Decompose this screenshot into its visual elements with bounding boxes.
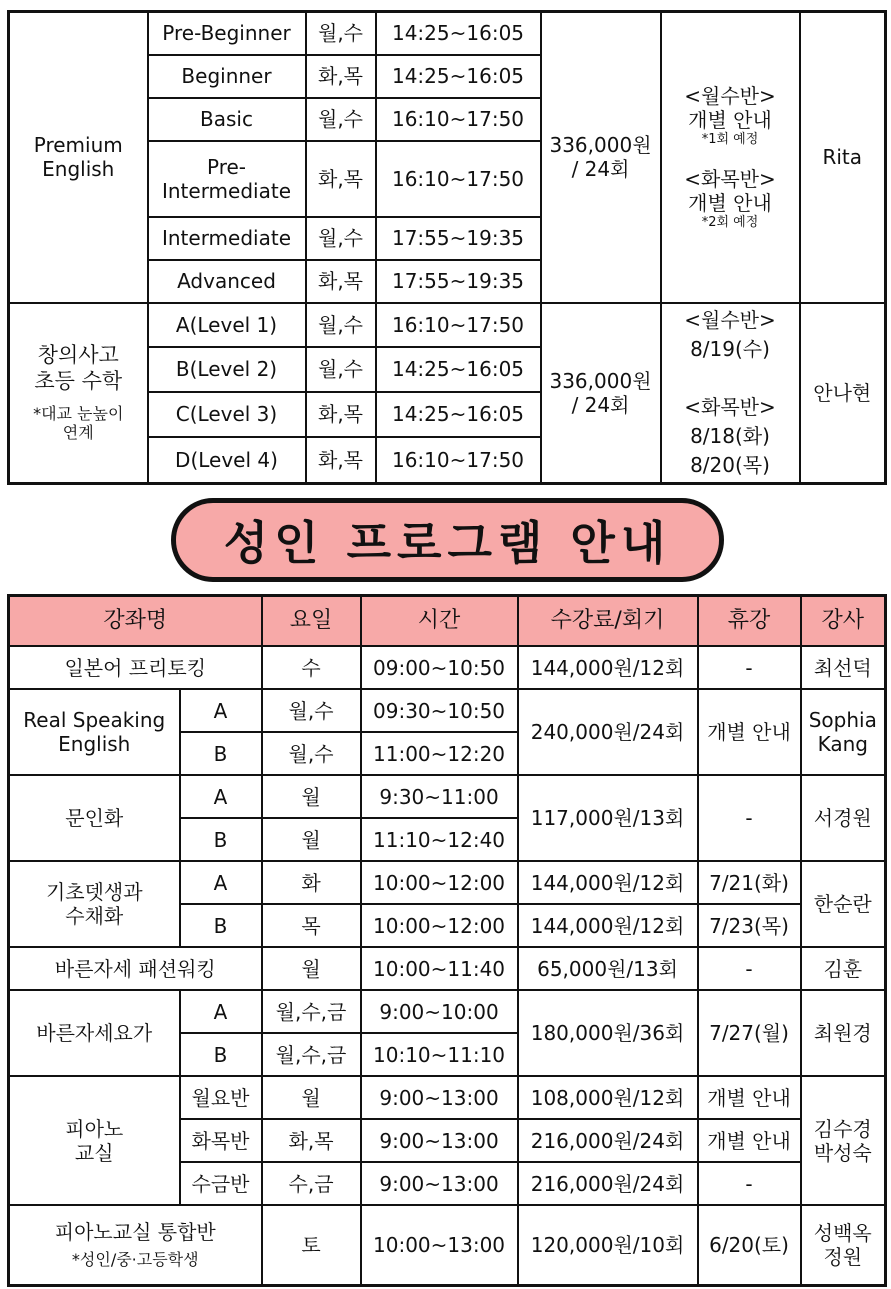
teacher-cell: 안나현 [800,303,886,484]
adult-program-table [7,594,887,1287]
section-cell: A [180,861,262,904]
course-note: *성인/중·고등학생 [71,1250,199,1270]
section-cell: B [180,1033,262,1076]
header-fee: 수강료/회기 [518,596,698,647]
days-cell: 수 [262,646,361,689]
break-cell: 7/27(월) [698,990,801,1076]
level-cell: A(Level 1) [148,303,306,347]
break-tt-text: 개별 안내 [688,191,772,216]
time-cell: 10:00~11:40 [361,947,518,990]
time-cell: 9:00~13:00 [361,1162,518,1205]
fee-cell: 144,000원/12회 [518,904,698,947]
time-cell: 10:10~11:10 [361,1033,518,1076]
fee-cell: 144,000원/12회 [518,861,698,904]
days-cell: 목 [262,904,361,947]
header-teacher: 강사 [801,596,886,647]
time-cell: 16:10~17:50 [376,303,541,347]
break-cell: - [698,775,801,861]
days-cell: 화 [262,861,361,904]
course-name: 피아노 교실 [9,1076,180,1205]
days-cell: 월 [262,775,361,818]
time-cell: 17:55~19:35 [376,260,541,303]
time-cell: 9:00~13:00 [361,1076,518,1119]
fee-cell: 180,000원/36회 [518,990,698,1076]
level-cell: Intermediate [148,217,306,260]
level-cell: Beginner [148,55,306,98]
days-cell: 월,수 [306,217,376,260]
days-cell: 화,목 [262,1119,361,1162]
fee-cell: 336,000원 / 24회 [541,12,661,303]
teacher-cell: Sophia Kang [801,689,886,775]
break-cell: 6/20(토) [698,1205,801,1285]
fee-cell: 108,000원/12회 [518,1076,698,1119]
course-name: 일본어 프리토킹 [9,646,262,689]
fee-cell: 65,000원/13회 [518,947,698,990]
break-cell: - [698,1162,801,1205]
level-cell: C(Level 3) [148,392,306,437]
section-cell: A [180,775,262,818]
days-cell: 월,수,금 [262,1033,361,1076]
time-cell: 16:10~17:50 [376,98,541,141]
time-cell: 14:25~16:05 [376,347,541,392]
teacher-cell: 서경원 [801,775,886,861]
break-cell: 개별 안내 [698,1076,801,1119]
section-title: 성인 프로그램 안내 [223,516,672,570]
course-math [9,303,148,484]
course-name: 바른자세 패션워킹 [9,947,262,990]
days-cell: 월,수 [306,303,376,347]
section-title-banner [171,498,724,582]
days-cell: 월,수 [306,347,376,392]
time-cell: 10:00~12:00 [361,861,518,904]
time-cell: 9:30~11:00 [361,775,518,818]
days-cell: 화,목 [306,141,376,217]
fee-cell: 216,000원/24회 [518,1119,698,1162]
time-cell: 14:25~16:05 [376,55,541,98]
break-cell: <월수반> 8/19(수) <화목반> 8/18(화) 8/20(목) [661,303,800,484]
header-break: 휴강 [698,596,801,647]
break-mw-title: <월수반> [684,83,776,108]
course-math-note: *대교 눈높이 연계 [33,403,124,442]
time-cell: 17:55~19:35 [376,217,541,260]
days-cell: 월,수 [306,12,376,55]
section-cell: A [180,990,262,1033]
fee-cell: 216,000원/24회 [518,1162,698,1205]
course-piano-combined [9,1205,262,1285]
header-time: 시간 [361,596,518,647]
break-cell: - [698,947,801,990]
section-cell: B [180,904,262,947]
course-name: 바른자세요가 [9,990,180,1076]
teacher-cell: 최원경 [801,990,886,1076]
break-cell: 개별 안내 [698,689,801,775]
time-cell: 10:00~13:00 [361,1205,518,1285]
section-cell: 화목반 [180,1119,262,1162]
level-cell: Pre-Beginner [148,12,306,55]
time-cell: 14:25~16:05 [376,12,541,55]
teacher-cell: Rita [800,12,886,303]
section-cell: A [180,689,262,732]
break-cell: 7/21(화) [698,861,801,904]
fee-cell: 117,000원/13회 [518,775,698,861]
time-cell: 14:25~16:05 [376,392,541,437]
level-cell: Basic [148,98,306,141]
days-cell: 월 [262,947,361,990]
course-name: 기초뎃생과 수채화 [9,861,180,947]
course-name: 피아노교실 통합반 [54,1220,216,1245]
fee-cell: 336,000원 / 24회 [541,303,661,484]
header-name: 강좌명 [9,596,262,647]
break-mw-text: 개별 안내 [688,107,772,132]
break-tt-note: *2회 예정 [701,215,759,231]
section-cell: B [180,732,262,775]
course-name: 문인화 [9,775,180,861]
teacher-cell: 김훈 [801,947,886,990]
days-cell: 월,수,금 [262,990,361,1033]
level-cell: Advanced [148,260,306,303]
time-cell: 16:10~17:50 [376,141,541,217]
teacher-cell: 성백옥 정원 [801,1205,886,1285]
fee-cell: 240,000원/24회 [518,689,698,775]
time-cell: 09:30~10:50 [361,689,518,732]
level-cell: D(Level 4) [148,437,306,484]
youth-program-table [7,10,887,485]
teacher-cell: 최선덕 [801,646,886,689]
break-cell: - [698,646,801,689]
level-cell: Pre- Intermediate [148,141,306,217]
fee-cell: 120,000원/10회 [518,1205,698,1285]
time-cell: 10:00~12:00 [361,904,518,947]
time-cell: 11:00~12:20 [361,732,518,775]
section-cell: 수금반 [180,1162,262,1205]
section-cell: 월요반 [180,1076,262,1119]
days-cell: 월 [262,1076,361,1119]
time-cell: 9:00~10:00 [361,990,518,1033]
teacher-cell: 김수경 박성숙 [801,1076,886,1205]
course-name: Real Speaking English [9,689,180,775]
days-cell: 수,금 [262,1162,361,1205]
break-mw-note: *1회 예정 [701,131,759,147]
days-cell: 화,목 [306,437,376,484]
days-cell: 월 [262,818,361,861]
section-cell: B [180,818,262,861]
header-days: 요일 [262,596,361,647]
time-cell: 16:10~17:50 [376,437,541,484]
fee-cell: 144,000원/12회 [518,646,698,689]
time-cell: 9:00~13:00 [361,1119,518,1162]
course-math-name: 창의사고 초등 수학 [34,343,123,393]
level-cell: B(Level 2) [148,347,306,392]
break-cell: 7/23(목) [698,904,801,947]
days-cell: 토 [262,1205,361,1285]
break-cell: 개별 안내 [698,1119,801,1162]
days-cell: 화,목 [306,260,376,303]
days-cell: 화,목 [306,55,376,98]
break-cell [661,12,800,303]
teacher-cell: 한순란 [801,861,886,947]
break-tt-title: <화목반> [684,167,776,192]
days-cell: 화,목 [306,392,376,437]
days-cell: 월,수 [306,98,376,141]
days-cell: 월,수 [262,689,361,732]
time-cell: 11:10~12:40 [361,818,518,861]
time-cell: 09:00~10:50 [361,646,518,689]
course-premium-english: Premium English [9,12,148,303]
days-cell: 월,수 [262,732,361,775]
